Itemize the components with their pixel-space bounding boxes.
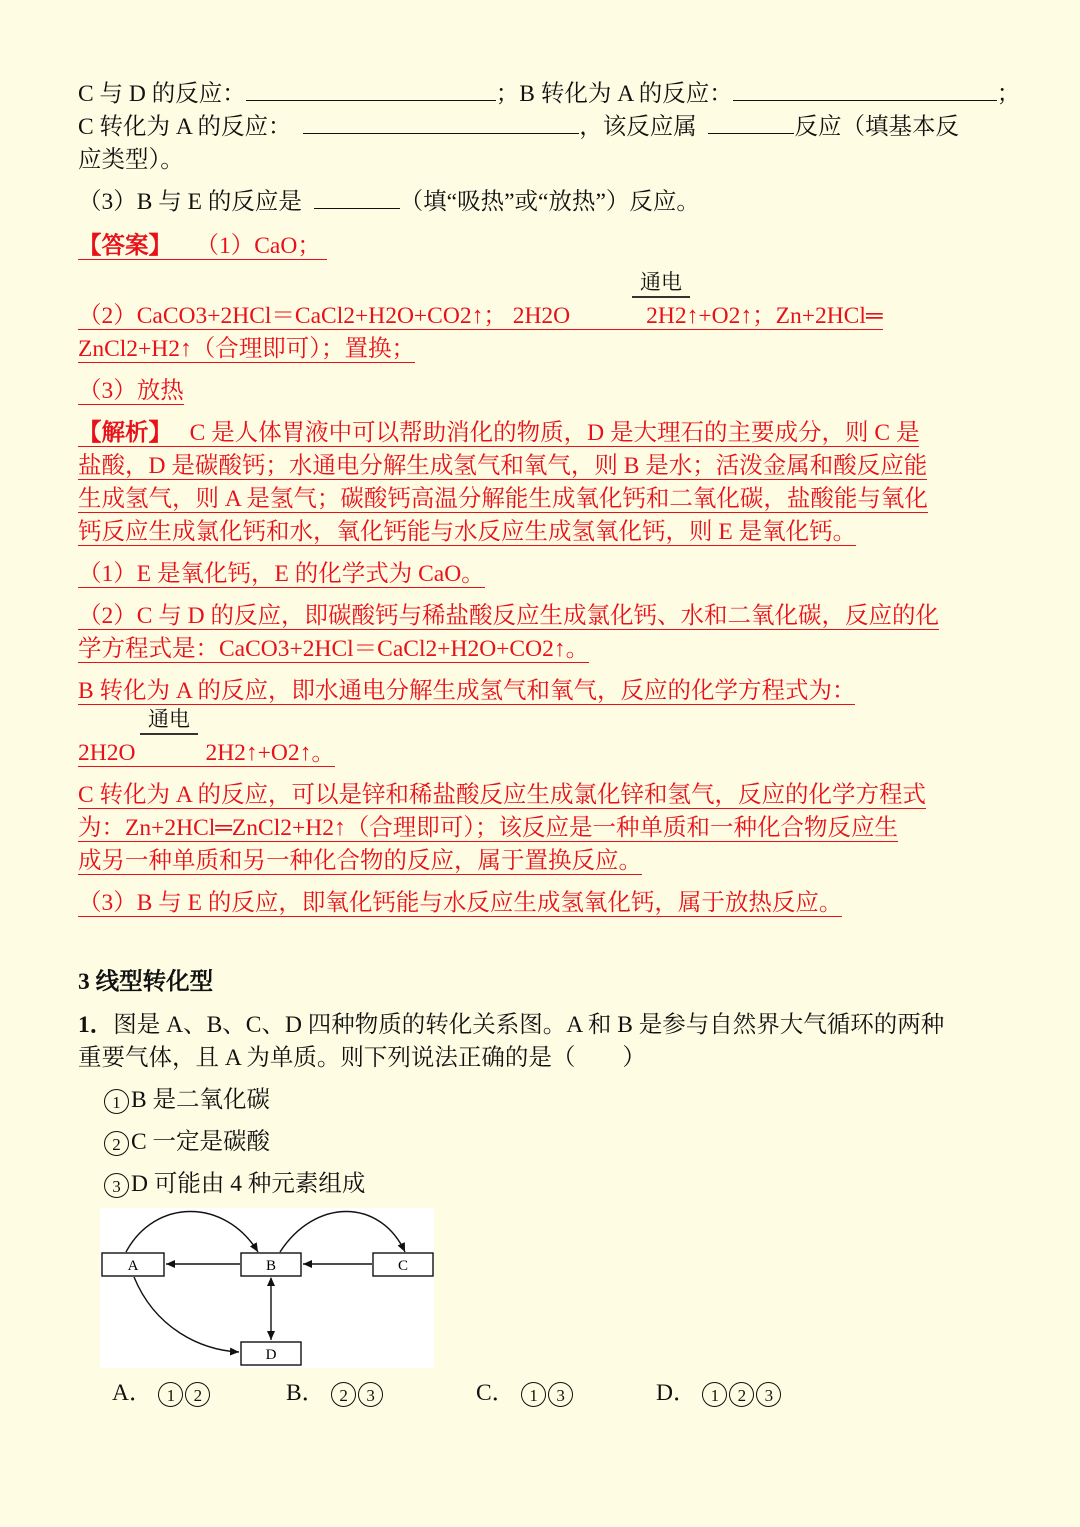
- text: C 一定是碳酸: [131, 1129, 271, 1155]
- choice-a[interactable]: [112, 1377, 212, 1410]
- text: （2）C 与 D 的反应，即碳酸钙与稀盐酸反应生成氯化钙、水和二氧化碳，反应的化: [78, 603, 940, 629]
- text: C 转化为 A 的反应，可以是锌和稀盐酸反应生成氯化锌和氢气，反应的化学方程式: [78, 782, 926, 808]
- text: 钙反应生成氯化钙和水，氧化钙能与水反应生成氢氧化钙，则 E 是氧化钙。: [78, 519, 857, 545]
- choice-letter: C．: [476, 1380, 516, 1406]
- analysis-line-9: [78, 737, 1004, 770]
- text: B 是二氧化碳: [131, 1087, 271, 1113]
- blank: [708, 111, 794, 134]
- answer-line-3: [78, 333, 1004, 366]
- choice-b[interactable]: [286, 1377, 385, 1410]
- circled-number: 1: [521, 1382, 546, 1407]
- circled-number: 1: [158, 1382, 183, 1407]
- analysis-line-6: [78, 600, 1004, 633]
- choice-c[interactable]: [476, 1377, 575, 1410]
- choice-d[interactable]: [656, 1377, 783, 1410]
- text: 学方程式是：CaCO3+2HCl＝CaCl2+H2O+CO2↑。: [78, 636, 590, 662]
- text: B 转化为 A 的反应，即水通电分解生成氢气和氧气，反应的化学方程式为：: [78, 678, 856, 704]
- analysis-line-10: [78, 779, 1004, 812]
- analysis-line-8: [78, 675, 1004, 708]
- circled-number: 1: [702, 1382, 727, 1407]
- statement-2: [104, 1126, 270, 1159]
- answer-line-4: [78, 375, 1004, 408]
- text: 为：Zn+2HCl═ZnCl2+H2↑（合理即可）；该反应是一种单质和一种化合物反应生: [78, 815, 898, 841]
- text: 生成氢气，则 A 是氢气；碳酸钙高温分解能生成氧化钙和二氧化碳，盐酸能与氧化: [78, 486, 928, 512]
- reaction-condition: 通电: [140, 705, 198, 735]
- analysis-line-1: [78, 417, 1004, 450]
- analysis-line-5: [78, 558, 1004, 591]
- statement-1: [104, 1084, 270, 1117]
- answer-line-2: [78, 300, 1004, 333]
- blank: [314, 186, 400, 209]
- analysis-line-3: [78, 483, 1004, 516]
- text: （1）CaO；: [195, 233, 321, 259]
- text: 盐酸，D 是碳酸钙；水通电分解生成氢气和氧气，则 B 是水；活泼金属和酸反应能: [78, 453, 928, 479]
- circled-number: 3: [548, 1382, 573, 1407]
- text: 图是 A、B、C、D 四种物质的转化关系图。A 和 B 是参与自然界大气循环的两种: [113, 1012, 945, 1038]
- analysis-line-7: [78, 633, 1004, 666]
- analysis-tag: 【解析】: [78, 420, 172, 446]
- text: 2H2↑+O2↑；Zn+2HCl═: [646, 303, 883, 329]
- analysis-line-12: [78, 845, 1004, 878]
- arrow-b-to-c: [280, 1212, 405, 1253]
- choice-letter: D．: [656, 1380, 697, 1406]
- analysis-line-13: [78, 887, 1004, 920]
- analysis-line-4: [78, 516, 1004, 549]
- question-stem-line-1: [78, 1009, 1004, 1042]
- question-line-3: 应类型）。: [78, 147, 184, 173]
- answer-tag: 【答案】: [78, 233, 172, 259]
- choice-letter: B．: [286, 1380, 326, 1406]
- text: （3）B 与 E 的反应是: [78, 189, 302, 215]
- text: （1）E 是氧化钙，E 的化学式为 CaO。: [78, 561, 485, 587]
- question-number: 1．: [78, 1012, 114, 1038]
- node-label: C: [397, 1258, 409, 1274]
- text: ；B 转化为 A 的反应：: [495, 81, 733, 107]
- text: C 是人体胃液中可以帮助消化的物质，D 是大理石的主要成分，则 C 是: [189, 420, 920, 446]
- circled-number: 2: [331, 1382, 356, 1407]
- node-c: [373, 1253, 433, 1276]
- text: （填“吸热”或“放热”）反应。: [399, 189, 700, 215]
- text: C 与 D 的反应：: [78, 81, 246, 107]
- answer-line-1: [78, 230, 1004, 263]
- circled-number: 2: [729, 1382, 754, 1407]
- section-heading: 3 线型转化型: [78, 969, 214, 995]
- text: （3）B 与 E 的反应，即氧化钙能与水反应生成氢氧化钙，属于放热反应。: [78, 890, 843, 916]
- circled-number: 2: [185, 1382, 210, 1407]
- text: 2H2O: [78, 740, 136, 766]
- circled-number: 3: [756, 1382, 781, 1407]
- text: 2H2↑+O2↑。: [205, 740, 335, 766]
- text: D 可能由 4 种元素组成: [131, 1171, 366, 1197]
- text: 成另一种单质和另一种化合物的反应，属于置换反应。: [78, 848, 642, 874]
- question-line-4: [78, 186, 1004, 219]
- text: ；: [996, 81, 1021, 107]
- arrow-a-to-d: [134, 1277, 239, 1352]
- analysis-line-11: [78, 812, 1004, 845]
- choice-letter: A．: [112, 1380, 153, 1406]
- question-line-1: [78, 78, 1021, 111]
- circled-number: 2: [104, 1131, 129, 1156]
- blank: [733, 78, 997, 101]
- conversion-diagram: [100, 1208, 434, 1368]
- node-label: B: [265, 1258, 277, 1274]
- text: 反应（填基本反: [794, 114, 959, 140]
- text: C 转化为 A 的反应：: [78, 114, 292, 140]
- circled-number: 3: [104, 1173, 129, 1198]
- node-b: [241, 1253, 301, 1276]
- circled-number: 1: [104, 1089, 129, 1114]
- question-line-2: [78, 111, 1004, 144]
- statement-3: [104, 1168, 365, 1201]
- blank: [303, 111, 579, 134]
- text: （3）放热: [78, 378, 184, 404]
- node-a: [102, 1253, 164, 1276]
- text: ZnCl2+H2↑（合理即可）；置换；: [78, 336, 416, 362]
- node-d: [241, 1342, 301, 1365]
- arrow-a-to-b: [126, 1212, 258, 1253]
- question-stem-line-2: 重要气体，且 A 为单质。则下列说法正确的是（ ）: [78, 1045, 646, 1071]
- text: ，该反应属: [579, 114, 697, 140]
- blank: [246, 78, 496, 101]
- analysis-line-2: [78, 450, 1004, 483]
- node-label: D: [265, 1347, 277, 1363]
- circled-number: 3: [358, 1382, 383, 1407]
- node-label: A: [127, 1258, 139, 1274]
- text: （2）CaCO3+2HCl＝CaCl2+H2O+CO2↑； 2H2O: [78, 303, 571, 329]
- reaction-condition: 通电: [632, 268, 690, 298]
